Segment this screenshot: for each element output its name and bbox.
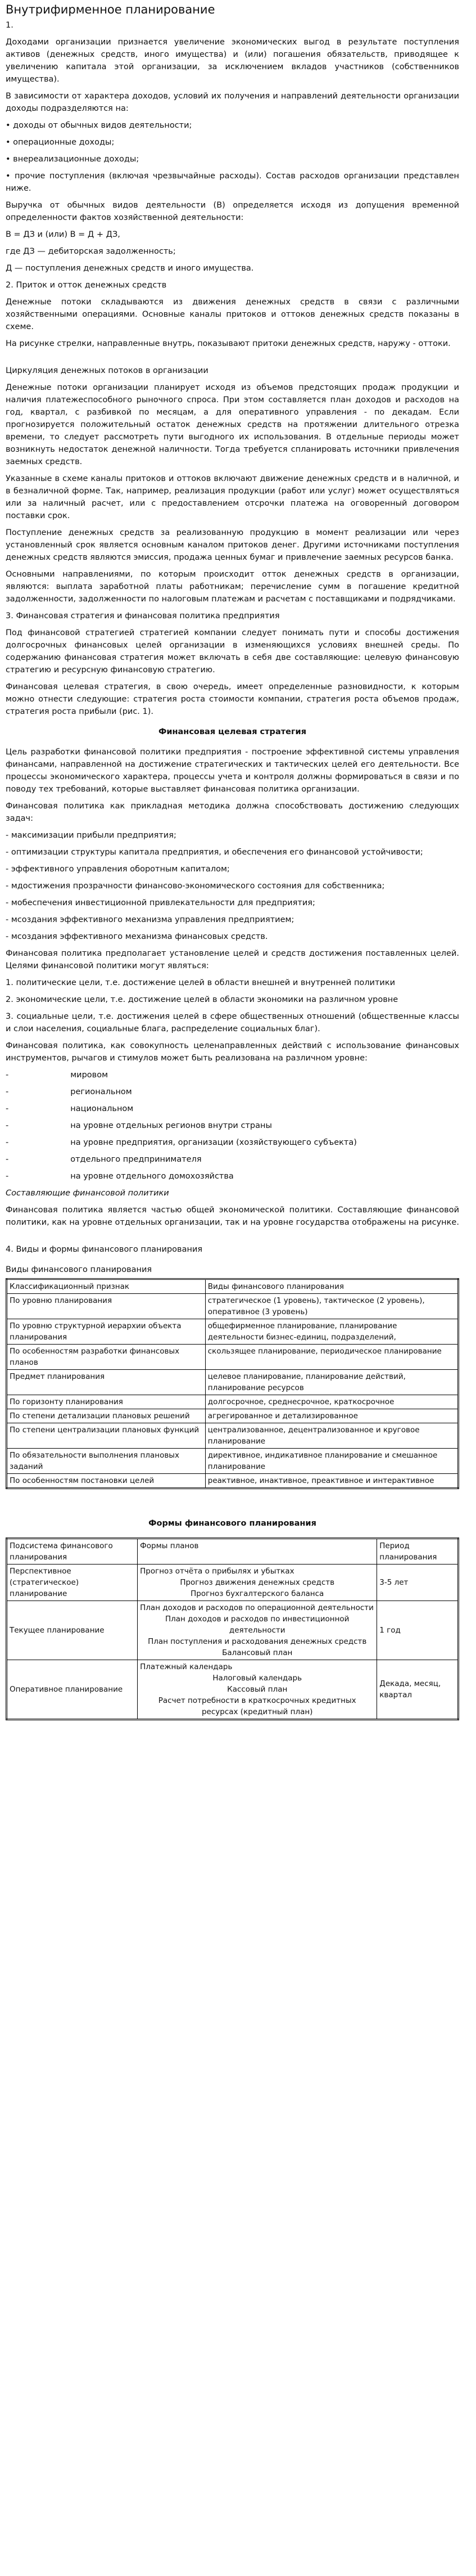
list-item: 2. экономические цели, т.е. достижение целей в области экономики на различном уровне [6,995,398,1004]
subsystem-label: Оперативное планирование [10,1685,123,1694]
dash: - [6,1155,9,1164]
plan-form: Прогноз отчёта о прибылях и убытках [140,1567,294,1576]
period-label: 1 год [379,1626,401,1635]
table-cell: агрегированное и детализированное [205,1409,458,1423]
list-item: • доходы от обычных видов деятельности; [6,121,192,130]
document-page [0,2,465,1730]
paragraph: Указанные в схеме каналы притоков и оттоков включают движение денежных средств и в наличной, и в безналичной форме. Так, например, реализация продукции (работ или услуг) может осуществляться или за наличный расчет, или с предоставлением отсрочки платежа на оговоренный договором поставки срок. [6,474,459,520]
planning-types-table [6,1278,459,1489]
table-cell [7,1660,138,1720]
plan-form: Кассовый план [227,1685,288,1694]
table-cell: По горизонту планирования [7,1395,206,1409]
section-incomes [6,19,459,350]
table-cell [377,1565,459,1601]
paragraph: Финансовая политика является частью общей экономической политики. Составляющие финансовой политики, как на уровне отдельных организации, так и на уровне государства отображены на рисунке. [6,1206,459,1227]
table-cell [377,1660,459,1720]
table-cell [138,1565,377,1601]
table-row [7,1449,459,1474]
table-cell [377,1601,459,1660]
table-cell: По уровню планирования [7,1294,206,1319]
list-item-text: региональном [70,1087,132,1096]
table-cell: директивное, индикативное планирование и смешанное планирование [205,1449,458,1474]
dash: - [6,1071,9,1080]
paragraph: Доходами организации признается увеличение экономических выгод в результате поступления активов (денежных средств, иного имущества) и (или) погашения обязательств, приводящее к увеличению капитала этой организации, за исключением вкладов участников (собственников имущества). [6,38,459,84]
list-item: 1. политические цели, т.е. достижение целей в области внешней и внутренней политики [6,978,396,987]
table-header-row [7,1539,459,1565]
table2-caption: Формы финансового планирования [148,1519,316,1528]
components-heading: Составляющие финансовой политики [6,1189,169,1198]
dash: - [6,1172,9,1181]
table-cell: По особенностям постановки целей [7,1474,206,1489]
list-item [6,1069,459,1081]
table-cell: По степени централизации плановых функций [7,1423,206,1449]
subsystem-label: Текущее планирование [10,1626,105,1635]
list-item: - мсоздания эффективного механизма финансовых средств. [6,932,268,941]
table-cell: Предмет планирования [7,1370,206,1395]
paragraph: Финансовая целевая стратегия, в свою очередь, имеет определенные разновидности, к которым можно отнести следующие: стратегия роста стоимости компании, стратегия роста объемов продаж, стратегия роста прибыли (рис. 1). [6,682,459,716]
formula: В = ДЗ и (или) В = Д + ДЗ, [6,230,120,239]
list-item: • внереализационные доходы; [6,155,139,164]
table-cell: По уровню структурной иерархии объекта планирования [7,1319,206,1345]
table-cell: стратегическое (1 уровень), тактическое (2 уровень), оперативное (3 уровень) [205,1294,458,1319]
list-item [6,1103,459,1115]
list-item-text: отдельного предпринимателя [70,1155,202,1164]
table-cell [138,1601,377,1660]
table-row [7,1565,459,1601]
list-item-text: национальном [70,1104,134,1113]
list-item: - оптимизации структуры капитала предприятия, и обеспечения его финансовой устойчивости; [6,848,423,857]
list-item: • операционные доходы; [6,138,115,147]
table-header-cell: Подсистема финансового планирования [7,1539,138,1565]
list-item [6,1170,459,1183]
paragraph: Денежные потоки организации планирует исходя из объемов предстоящих продаж продукции и наличия платежеспособного рыночного спроса. При этом составляется план доходов и расходов на год, квартал, с разбивкой по месяцам, а для оперативного управления - по декадам. Если прогнозируется положительный остаток денежных средств на протяжении длительного отрезка времени, то следует рассмотреть пути выгодного их использования. В отдельные периоды может возникнуть недостаток денежной наличности. Тогда требуется спланировать источники привлечения заемных средств. [6,383,459,466]
section-heading: 3. Финансовая стратегия и финансовая политика предприятия [6,612,280,621]
dash: - [6,1121,9,1130]
plan-form: Прогноз движения денежных средств [180,1578,335,1587]
subsystem-label: Перспективное (стратегическое) планирование [10,1567,79,1598]
table-row [7,1370,459,1395]
plan-form: Расчет потребности в краткосрочных кредитных ресурсах (кредитный план) [158,1696,356,1716]
section-heading: 2. Приток и отток денежных средств [6,281,167,290]
goal-strategy-heading: Финансовая целевая стратегия [158,727,307,736]
table-header-cell: Период планирования [377,1539,459,1565]
dash: - [6,1138,9,1147]
table-cell: общефирменное планирование, планирование деятельности бизнес-единиц, подразделений, [205,1319,458,1345]
paragraph: Финансовая политика как прикладная методика должна способствовать достижению следующих задач: [6,802,459,823]
table-row [7,1319,459,1345]
paragraph: Выручка от обычных видов деятельности (В) определяется исходя из допущения временной определенности фактов хозяйственной деятельности: [6,201,459,222]
list-item: - мобеспечения инвестиционной привлекательности для предприятия; [6,898,315,907]
plan-form: Балансовый план [222,1648,293,1657]
list-item: - эффективного управления оборотным капиталом; [6,865,230,874]
paragraph: Д — поступления денежных средств и иного имущества. [6,264,254,273]
table1-caption: Виды финансового планирования [6,1265,152,1274]
list-item: - мсоздания эффективного механизма управления предприятием; [6,915,294,924]
table-header-cell: Формы планов [138,1539,377,1565]
table-cell [7,1565,138,1601]
table-header-row [7,1279,459,1294]
paragraph: Цель разработки финансовой политики предприятия - построение эффективной системы управления финансами, направленной на достижение стратегических и тактических целей его деятельности. Все процессы экономического характера, процессы учета и контроля должны формироваться в связи и по поводу тех требований, которые выставляет финансовая политика организации. [6,748,459,794]
list-item: - мдостижения прозрачности финансово-экономического состояния для собственника; [6,882,385,891]
plan-form: Прогноз бухгалтерского баланса [191,1589,324,1598]
table-row [7,1345,459,1370]
table-cell: централизованное, децентрализованное и круговое планирование [205,1423,458,1449]
paragraph: Основными направлениями, по которым происходит отток денежных средств в организации, являются: выплата заработной платы работникам; перечисление сумм в погашение кредитной задолженности, задолженности по налоговым платежам и расчетам с поставщиками и подрядчиками. [6,570,459,604]
table-header-cell: Виды финансового планирования [205,1279,458,1294]
plan-form: Платежный календарь [140,1662,233,1671]
paragraph: Поступление денежных средств за реализованную продукцию в момент реализации или через установленный срок является основным каналом притоков денег. Другими источниками поступления денежных средств являются эмиссия, продажа ценных бумаг и привлечение заемных ресурсов банка. [6,528,459,562]
table-cell [7,1601,138,1660]
dash: - [6,1087,9,1096]
paragraph: 1. [6,21,13,30]
list-item [6,1136,459,1149]
list-item-text: на уровне отдельного домохозяйства [70,1172,234,1181]
table-cell: реактивное, инактивное, преактивное и интерактивное [205,1474,458,1489]
section-cashflow [6,365,459,718]
table-cell: По особенностям разработки финансовых планов [7,1345,206,1370]
plan-form: Налоговый календарь [212,1674,302,1683]
list-item-text: на уровне отдельных регионов внутри страны [70,1121,272,1130]
list-item-text: на уровне предприятия, организации (хозяйствующего субъекта) [70,1138,357,1147]
plan-form: План поступления и расходования денежных средств [148,1637,367,1646]
table-row [7,1409,459,1423]
section-policy [6,746,459,1064]
table-row [7,1294,459,1319]
table-cell: долгосрочное, среднесрочное, краткосрочное [205,1395,458,1409]
list-item: - максимизации прибыли предприятия; [6,831,176,840]
table-header-cell: Классификационный признак [7,1279,206,1294]
list-item-text: мировом [70,1071,108,1080]
plan-form: План доходов и расходов по операционной деятельности [140,1603,374,1612]
list-item: 3. социальные цели, т.е. достижения целей в сфере общественных отношений (общественные классы и слои населения, социальные блага, распределение социальных благ). [6,1012,459,1033]
table-cell [138,1660,377,1720]
paragraph: Под финансовой стратегией стратегией компании следует понимать пути и способы достижения долгосрочных финансовых целей организации в изменяющихся условиях внешней среды. По содержанию финансовая стратегия может включать в себя две составляющие: целевую финансовую стратегию и ресурсную финансовую стратегию. [6,628,459,675]
levels-list [6,1069,459,1183]
list-item [6,1153,459,1166]
plan-form: План доходов и расходов по инвестиционной деятельности [165,1615,350,1635]
paragraph: В зависимости от характера доходов, условий их получения и направлений деятельности организации доходы подразделяются на: [6,92,459,113]
table-row [7,1423,459,1449]
list-item [6,1086,459,1098]
table-row [7,1601,459,1660]
page-title: Внутрифирменное планирование [6,3,215,16]
table-cell: целевое планирование, планирование действий, планирование ресурсов [205,1370,458,1395]
table-cell: По обязательности выполнения плановых заданий [7,1449,206,1474]
table-row [7,1395,459,1409]
table-row [7,1660,459,1720]
table-cell: По степени детализации плановых решений [7,1409,206,1423]
section-heading: 4. Виды и формы финансового планирования [6,1245,203,1254]
section-heading: Циркуляция денежных потоков в организации [6,366,208,375]
period-label: Декада, месяц, квартал [379,1679,441,1700]
planning-forms-table [6,1537,459,1720]
list-item [6,1120,459,1132]
period-label: 3-5 лет [379,1578,409,1587]
list-item: • прочие поступления (включая чрезвычайные расходы). Состав расходов организации представлен ниже. [6,172,459,193]
paragraph: Денежные потоки складываются из движения денежных средств в связи с различными хозяйственными операциями. Основные каналы притоков и оттоков денежных средств показаны в схеме. [6,298,459,331]
paragraph: где ДЗ — дебиторская задолженность; [6,247,176,256]
dash: - [6,1104,9,1113]
table-row [7,1474,459,1489]
table-cell: скользящее планирование, периодическое планирование [205,1345,458,1370]
paragraph: Финансовая политика, как совокупность целенаправленных действий с использование финансовых инструментов, рычагов и стимулов может быть реализована на различном уровне: [6,1041,459,1063]
paragraph: На рисунке стрелки, направленные внутрь, показывают притоки денежных средств, наружу - оттоки. [6,339,451,348]
paragraph: Финансовая политика предполагает установление целей и средств достижения поставленных целей. Целями финансовой политики могут являться: [6,949,459,970]
